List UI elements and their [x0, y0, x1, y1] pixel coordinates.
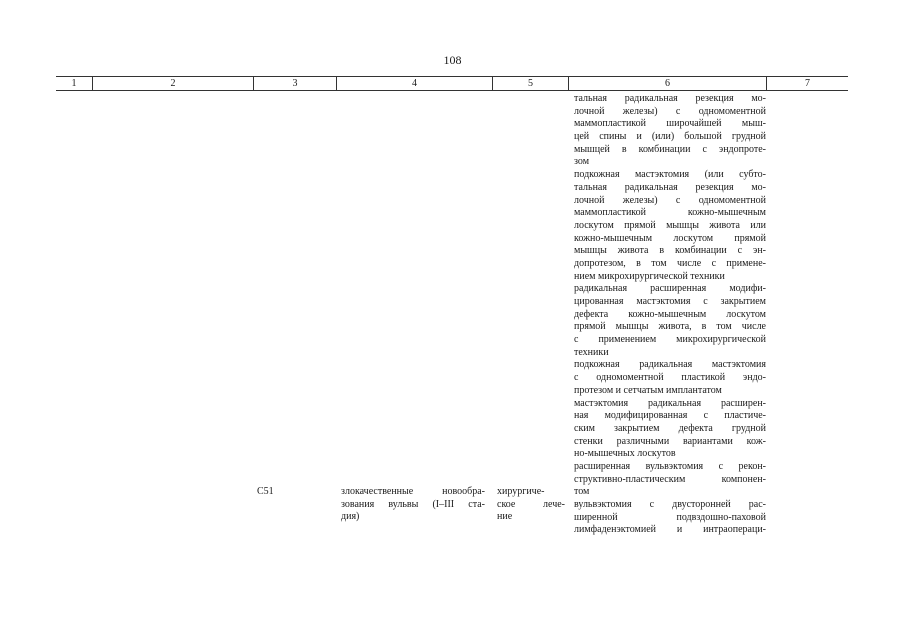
treatment-method-line: ским закрытием дефекта грудной — [574, 422, 766, 434]
diagnosis-line: зования вульвы (I–III ста- — [341, 498, 485, 510]
treatment-method-line: подкожная мастэктомия (или субто- — [574, 169, 766, 181]
treatment-method-line: цированная мастэктомия с закрытием — [574, 296, 766, 307]
treatment-method-line: стенки различными вариантами кож- — [574, 435, 766, 447]
treatment-method-line: но-мышечных лоскутов — [574, 448, 676, 460]
treatment-method-line: протезом и сетчатым имплантатом — [574, 384, 722, 396]
diagnosis-line: дия) — [341, 511, 360, 523]
diagnosis-description — [341, 486, 485, 524]
treatment-method-line: тальная радикальная резекция мо- — [574, 181, 766, 193]
treatment-method-line: вульвэктомия с двусторонней рас- — [574, 499, 766, 510]
treatment-method-line: с применением микрохирургической — [574, 334, 766, 346]
treatment-method-line: подкожная радикальная мастэктомия — [574, 359, 766, 371]
treatment-method-line: лимфаденэктомией и интраопераци- — [574, 524, 766, 536]
treatment-method-line: мышцей в комбинации с эндопроте- — [574, 143, 766, 155]
treatment-method-line: с одномоментной пластикой эндо- — [574, 372, 766, 384]
page-number: 108 — [443, 53, 462, 67]
treatment-type-line: ние — [497, 511, 513, 523]
header-col-7: 7 — [766, 77, 848, 90]
treatment-method-line: лоскутом прямой мышцы живота или — [574, 219, 766, 231]
treatment-type — [497, 486, 565, 524]
treatment-method-line: маммопластикой широчайшей мыш- — [574, 118, 766, 130]
header-col-4: 4 — [336, 77, 492, 90]
treatment-method-line: лочной железы) с одномоментной — [574, 194, 766, 206]
treatment-type-line: ское лече- — [497, 498, 565, 510]
treatment-method-line: том — [574, 486, 590, 498]
header-col-1: 1 — [71, 78, 77, 89]
treatment-method-line: ная модифицированная с пластиче- — [574, 410, 766, 422]
treatment-method-line: мастэктомия радикальная расширен- — [574, 397, 766, 409]
treatment-method-line: нием микрохирургической техники — [574, 270, 725, 282]
treatment-method-line: зом — [574, 156, 590, 168]
treatment-method-line: мышцы живота в комбинации с эн- — [574, 245, 766, 257]
treatment-method-line: допротезом, в том числе с примене- — [574, 257, 766, 269]
treatment-method-line: ширенной подвздошно-паховой — [574, 511, 766, 523]
treatment-method-line: структивно-пластическим компонен- — [574, 473, 766, 485]
treatment-method-line: цей спины и (или) большой грудной — [574, 131, 766, 143]
treatment-method-line: прямой мышцы живота, в том числе — [574, 321, 766, 333]
treatment-method-line: кожно-мышечным лоскутом прямой — [574, 232, 766, 244]
treatment-method-line: тальная радикальная резекция мо- — [574, 93, 766, 104]
header-col-6: 6 — [568, 77, 766, 90]
treatment-method-line: расширенная вульвэктомия с рекон- — [574, 460, 766, 472]
diagnosis-line: злокачественные новообра- — [341, 486, 485, 497]
treatment-type-line: хирургиче- — [497, 486, 545, 497]
header-col-2: 2 — [92, 77, 253, 90]
treatment-method-line: маммопластикой кожно-мышечным — [574, 207, 766, 219]
treatment-method-line: дефекта кожно-мышечным лоскутом — [574, 308, 766, 320]
header-col-3: 3 — [253, 77, 336, 90]
treatment-method-line: лочной железы) с одномоментной — [574, 105, 766, 117]
diagnosis-code: C51 — [257, 486, 274, 497]
header-col-5: 5 — [492, 77, 568, 90]
treatment-method-line: радикальная расширенная модифи- — [574, 283, 766, 295]
treatment-methods-column — [574, 93, 766, 537]
table-header-row — [56, 76, 848, 91]
treatment-method-line: техники — [574, 346, 609, 358]
